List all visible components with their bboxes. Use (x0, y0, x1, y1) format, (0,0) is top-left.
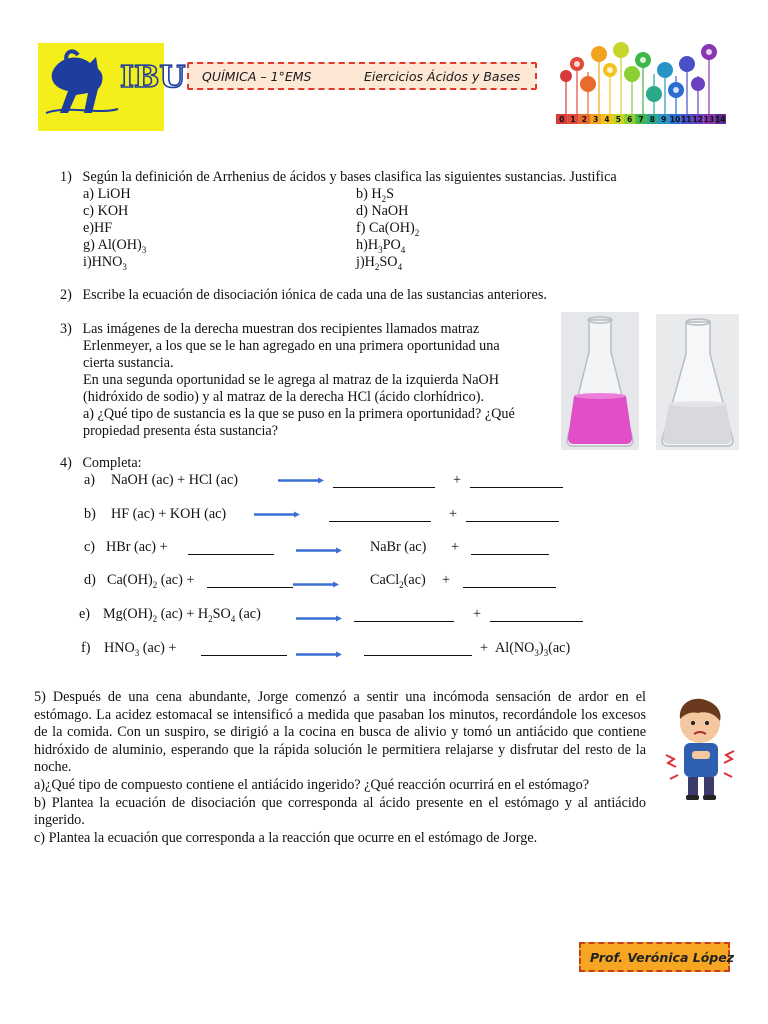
q5-paragraph (34, 689, 646, 847)
q1-item-g: g) $Al(OH)_3$ (83, 237, 147, 255)
topic-title: Eiercicios Ácidos y Bases (364, 69, 521, 84)
q1-item-i: $i)HNO_3$ (83, 254, 127, 272)
svg-text:12: 12 (692, 115, 703, 124)
q1-item-h: $h)H_3PO_4$ (356, 237, 406, 255)
q4a-blank-1[interactable] (333, 475, 435, 488)
q4b-blank-2[interactable] (466, 509, 559, 522)
q1-item-c: c) KOH (83, 203, 129, 219)
q4f-blank-1[interactable] (201, 643, 287, 656)
q1-item-j: $j)H_2SO_4$ (356, 254, 403, 272)
q4c-arrow-icon (296, 547, 342, 553)
svg-text:2: 2 (581, 115, 587, 124)
q4e-blank-1[interactable] (354, 609, 454, 622)
q4a-blank-2[interactable] (470, 475, 563, 488)
q4b-reactants: HF (ac) + KOH (ac) (111, 506, 227, 522)
q3-line-7: propiedad presenta ésta sustancia? (83, 423, 278, 439)
svg-text:5: 5 (615, 115, 621, 124)
flask-photo-pink (561, 312, 639, 450)
q4e-plus: + (473, 606, 482, 622)
q4d-reactants: $Ca(OH)_2$ (ac) + (107, 572, 195, 590)
svg-text:7: 7 (638, 115, 644, 124)
q3-line-1: 3) Las imágenes de la derecha muestran dos recipientes llamados matraz (60, 321, 480, 337)
q4d-product: CaCl$_2$(ac) (370, 572, 426, 590)
svg-text:6: 6 (627, 115, 633, 124)
q4e-reactants: $Mg(OH)_2$ $(ac) + H_2SO_4$ (ac) (103, 606, 261, 624)
q3-line-6: a) ¿Qué tipo de sustancia es la que se puso en la primera oportunidad? ¿Qué (83, 406, 515, 422)
q5-question-c: c) Plantea la ecuación que corresponda a la reacción que ocurre en el estómago de Jorge. (34, 829, 538, 846)
q4c-label: c) (84, 539, 96, 555)
q3-line-3: cierta sustancia. (83, 355, 174, 371)
q4f-blank-2[interactable] (364, 643, 472, 656)
q1-item-b: b) $H_2S$ (356, 186, 395, 204)
q4c-reactants: HBr (ac) + (106, 539, 168, 555)
q4e-label: e) (79, 606, 91, 622)
svg-text:11: 11 (681, 115, 692, 124)
q1-item-f: f) $Ca(OH)_2$ (356, 220, 420, 238)
q4c-product: NaBr (ac) (370, 539, 427, 555)
svg-text:1: 1 (570, 115, 576, 124)
svg-text:10: 10 (669, 115, 681, 124)
ph-scale-illustration (556, 38, 726, 126)
svg-text:3: 3 (593, 115, 599, 124)
svg-text:9: 9 (661, 115, 667, 124)
q4d-plus: + (442, 572, 451, 588)
svg-text:0: 0 (559, 115, 565, 124)
q4b-label: b) (84, 506, 96, 522)
q4b-arrow-icon (254, 511, 300, 517)
q4d-label: d) (84, 572, 96, 588)
q4d-blank-1[interactable] (207, 575, 293, 588)
q4c-plus: + (451, 539, 460, 555)
q3-line-4: En una segunda oportunidad se le agrega al matraz de la izquierda NaOH (83, 372, 499, 388)
author-name: Prof. Verónica López (590, 950, 735, 965)
q4d-blank-2[interactable] (463, 575, 556, 588)
q4b-blank-1[interactable] (329, 509, 431, 522)
q1-statement: 1) Según la definición de Arrhenius de ácidos y bases clasifica las siguientes sustancias. Justifica (60, 169, 617, 185)
q1-item-d: d) NaOH (356, 203, 409, 219)
stomach-ache-boy-illustration (662, 695, 742, 805)
logo-text: IBU (120, 60, 186, 95)
header-title-box (187, 62, 537, 90)
svg-text:13: 13 (703, 115, 715, 124)
svg-text:8: 8 (649, 115, 655, 124)
flask-photo-clear (656, 314, 739, 450)
q4c-blank-1[interactable] (188, 542, 274, 555)
q4a-plus: + (453, 472, 462, 488)
q4c-blank-2[interactable] (471, 542, 549, 555)
q4f-reactants: $HNO_3$ (ac) + (104, 640, 177, 658)
q4f-product: $Al(NO_3)_3(ac)$ (495, 640, 571, 658)
subject-title: QUÍMICA – 1°EMS (202, 69, 312, 84)
q4b-plus: + (449, 506, 458, 522)
q4f-plus: + (480, 640, 489, 656)
q4a-arrow-icon (278, 477, 324, 483)
q1-item-a: a) LiOH (83, 186, 131, 202)
q1-item-e: e)HF (83, 220, 113, 236)
q4-title: 4) Completa: (60, 455, 142, 471)
q4f-arrow-icon (296, 651, 342, 657)
svg-text:4: 4 (604, 115, 610, 124)
q3-line-2: Erlenmeyer, a los que se le han agregado en una primera oportunidad una (83, 338, 500, 354)
q5-story: 5) Después de una cena abundante, Jorge comenzó a sentir una incómoda sensación de ardor en el estómago. La acidez estomacal se intensificó a medida que pasaban los minutos, recordándole los excesos de la comida. Con un suspiro, se dirigió a la cocina en busca de alivio y tomó un antiácido que contiene hidróxido de aluminio, esperando que la rápida solución le permitiera relajarse y disfrutar del resto de la noche. (34, 689, 646, 776)
q4a-reactants: NaOH (ac) + HCl (ac) (111, 472, 238, 488)
school-logo (38, 43, 186, 131)
svg-text:14: 14 (715, 115, 726, 124)
q4d-arrow-icon (293, 581, 339, 587)
q4f-label: f) (81, 640, 91, 656)
q3-line-5: (hidróxido de sodio) y al matraz de la derecha HCl (ácido clorhídrico). (83, 389, 485, 405)
q5-question-a: a)¿Qué tipo de compuesto contiene el antiácido ingerido? ¿Qué reacción ocurrirá en el estómago? (34, 776, 590, 793)
q4a-label: a) (84, 472, 96, 488)
q4e-arrow-icon (296, 615, 342, 621)
q5-question-b: b) Plantea la ecuación de disociación que corresponda al ácido presente en el estómago y al antiácido ingerido. (34, 794, 646, 829)
q4e-blank-2[interactable] (490, 609, 583, 622)
q2-statement: 2) Escribe la ecuación de disociación iónica de cada una de las sustancias anteriores. (60, 287, 547, 303)
author-badge (579, 942, 735, 972)
